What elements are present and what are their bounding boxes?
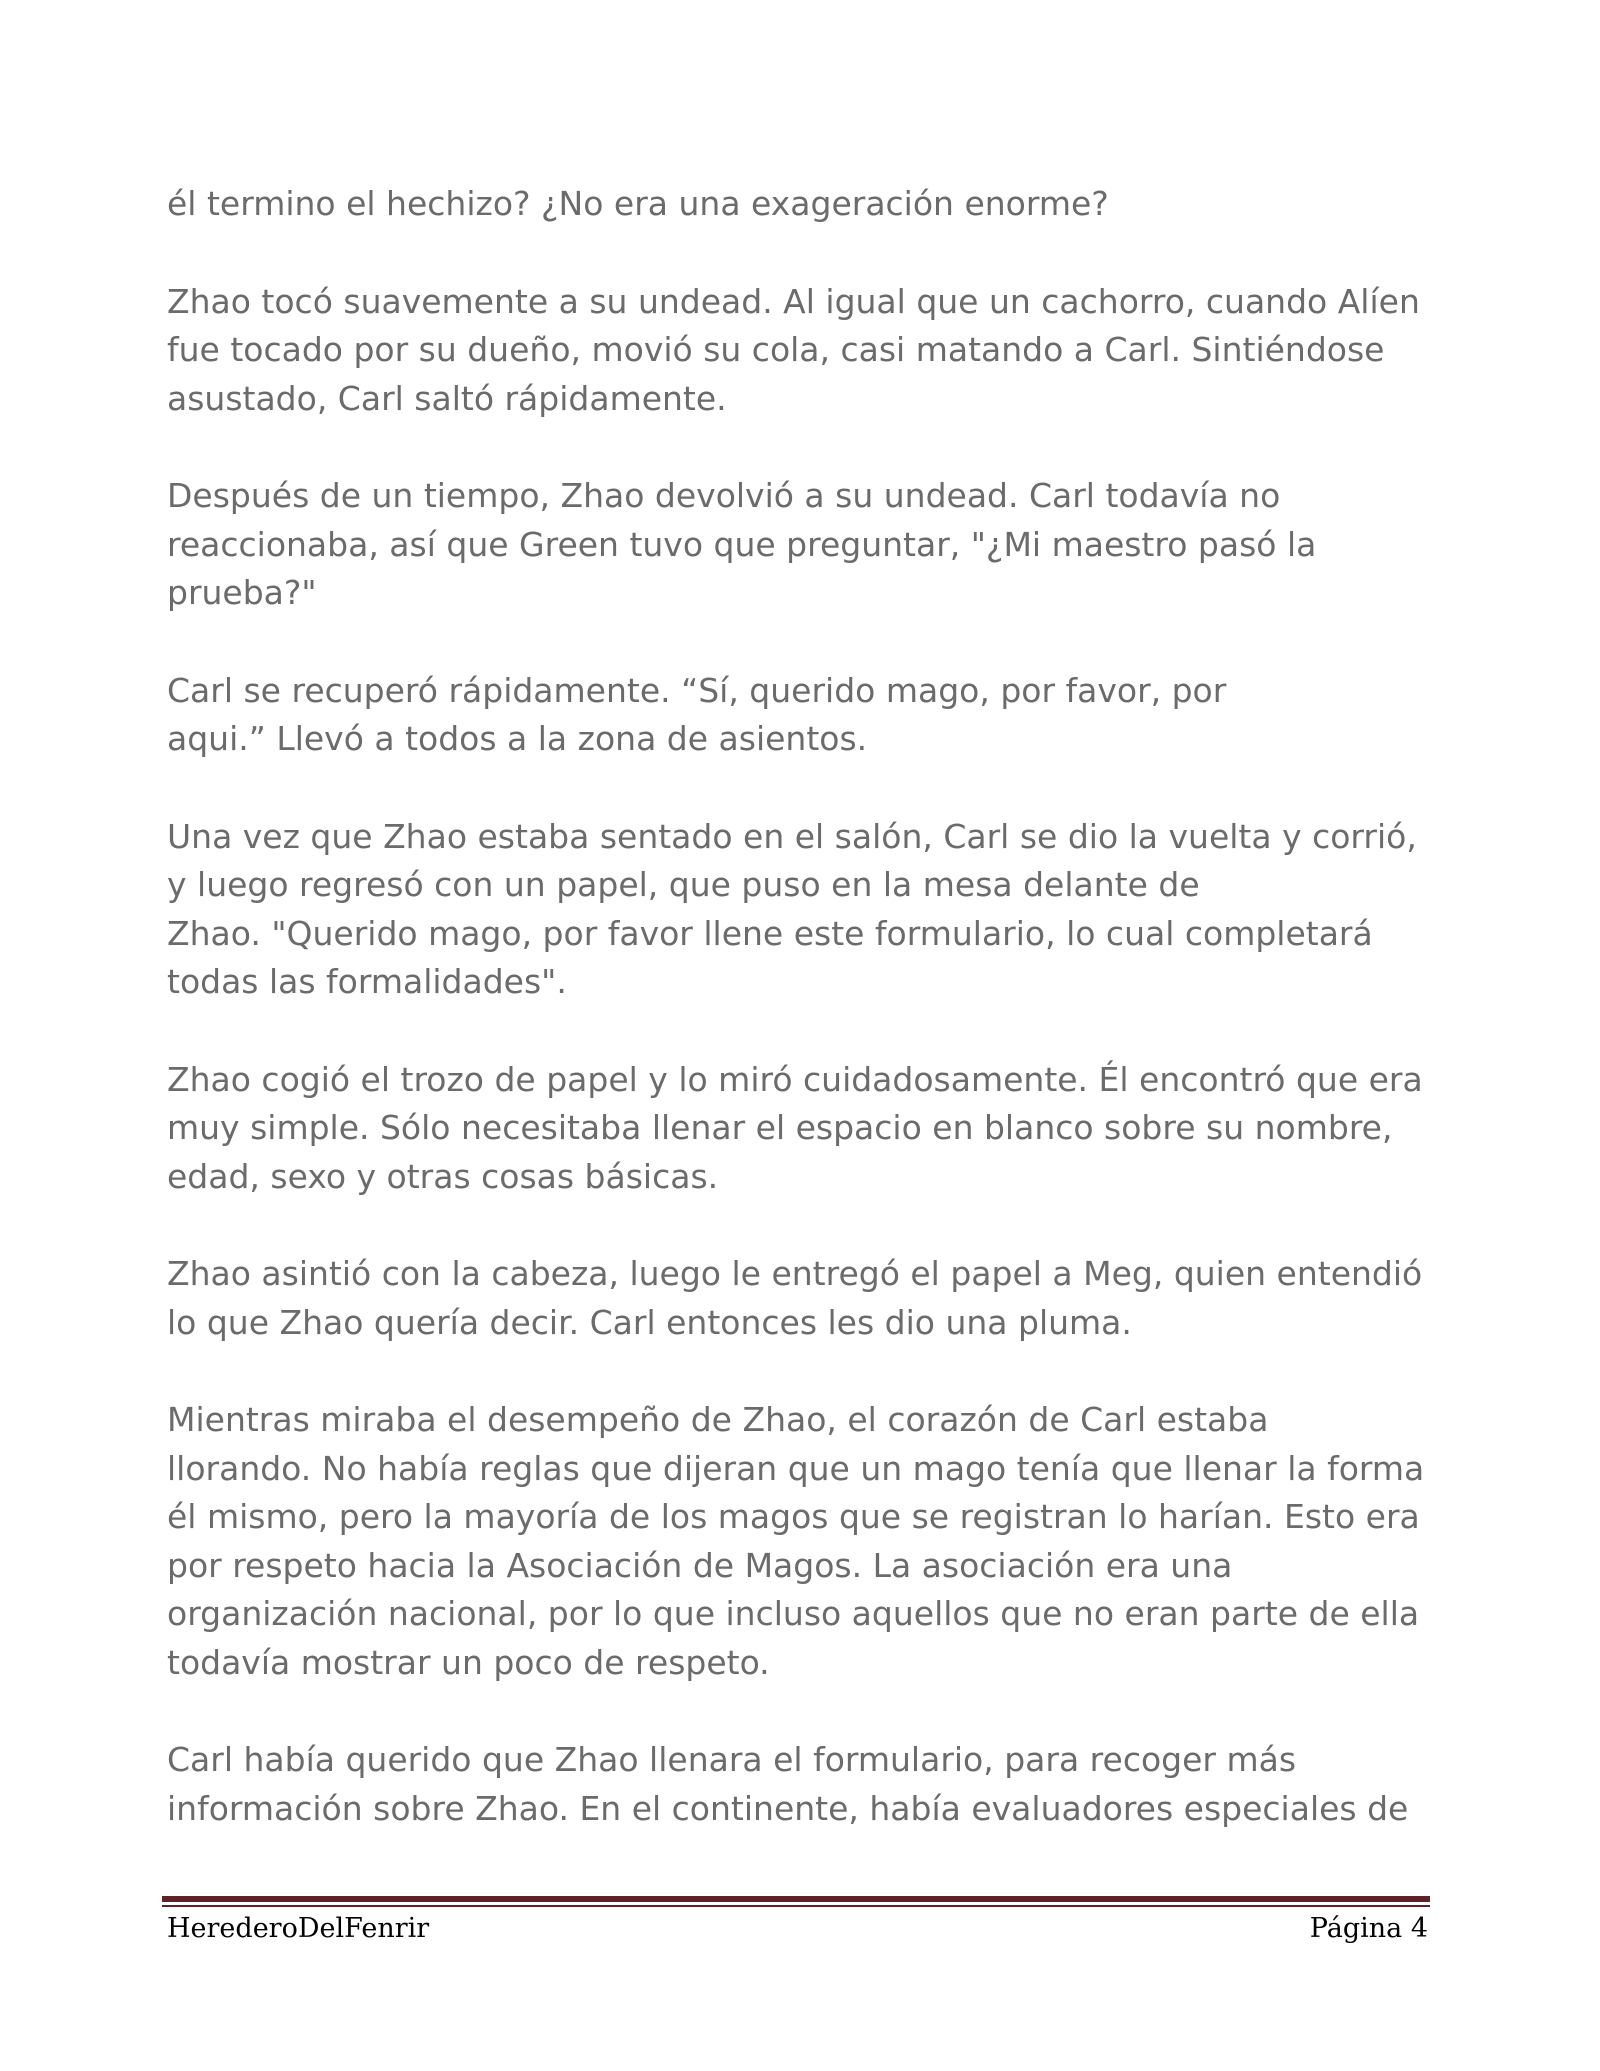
paragraph: Carl había querido que Zhao llenara el formulario, para recoger más información sobre Zhao. En el continente, había evaluadores especiales de — [167, 1740, 1409, 1828]
paragraph: Una vez que Zhao estaba sentado en el salón, Carl se dio la vuelta y corrió, y luego regresó con un papel, que puso en la mesa delante de Zhao. "Querido mago, por favor llene este formulario, lo cual completará todas las formalidades". — [167, 816, 1417, 1001]
paragraph: él termino el hechizo? ¿No era una exageración enorme? — [167, 184, 1109, 223]
footer-author: HerederoDelFenrir — [167, 1913, 430, 1944]
paragraph: Mientras miraba el desempeño de Zhao, el corazón de Carl estaba llorando. No había reglas que dijeran que un mago tenía que llenar la forma él mismo, pero la mayoría de los magos que se registran lo harían. Esto era por respeto hacia la Asociación de Magos. La asociación era una organización nacional, por lo que incluso aquellos que no eran parte de ella todavía mostrar un poco de respeto. — [167, 1400, 1425, 1682]
document-body — [167, 180, 1437, 1882]
footer-divider-thin — [162, 1905, 1430, 1907]
paragraph: Carl se recuperó rápidamente. “Sí, querido mago, por favor, por aqui.” Llevó a todos a la zona de asientos. — [167, 670, 1227, 758]
footer-page-number: Página 4 — [1309, 1913, 1428, 1944]
footer-divider-thick — [162, 1896, 1430, 1902]
paragraph: Después de un tiempo, Zhao devolvió a su undead. Carl todavía no reaccionaba, así que Green tuvo que preguntar, "¿Mi maestro pasó la prueba?" — [167, 476, 1317, 612]
paragraph: Zhao asintió con la cabeza, luego le entregó el papel a Meg, quien entendió lo que Zhao quería decir. Carl entonces les dio una pluma. — [167, 1254, 1423, 1342]
paragraph: Zhao tocó suavemente a su undead. Al igual que un cachorro, cuando Alíen fue tocado por su dueño, movió su cola, casi matando a Carl. Sintiéndose asustado, Carl saltó rápidamente. — [167, 281, 1420, 418]
paragraph: Zhao cogió el trozo de papel y lo miró cuidadosamente. Él encontró que era muy simple. Sólo necesitaba llenar el espacio en blanco sobre su nombre, edad, sexo y otras cosas básicas. — [167, 1059, 1423, 1196]
